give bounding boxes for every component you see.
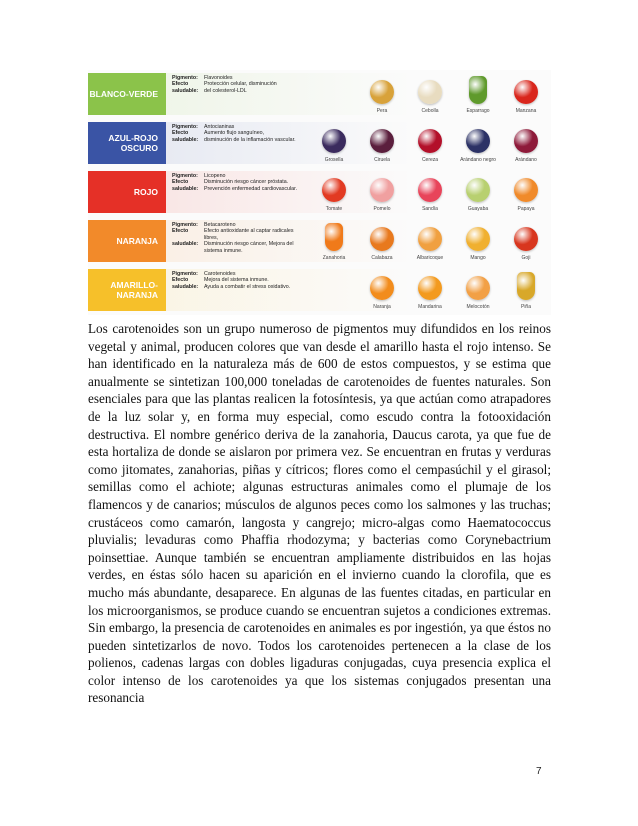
healthy-key: saludable: — [172, 136, 199, 143]
guava-icon — [466, 178, 490, 202]
effect-key: Efecto — [172, 228, 189, 235]
effect-line1: Efecto antioxidante al captar radicales libres, — [204, 228, 294, 241]
fruit-name: Goji — [521, 255, 531, 261]
pear-icon — [370, 80, 394, 104]
pineapple-icon — [517, 272, 535, 300]
fruit-item — [454, 220, 502, 261]
pumpkin-icon — [370, 227, 394, 251]
fruit-name: Esparrago — [466, 108, 490, 114]
fruit-item — [502, 171, 550, 212]
fruit-item — [502, 73, 550, 114]
effect-line2: disminución de la inflamación vascular. — [204, 136, 296, 143]
fruit-row — [310, 73, 550, 115]
pigment-key: Pigmento: — [172, 173, 198, 179]
page-number: 7 — [536, 766, 542, 777]
fruit-item — [454, 269, 502, 310]
fruit-item — [406, 171, 454, 212]
band-azul-rojo-oscuro — [88, 122, 551, 164]
currant-icon — [322, 129, 346, 153]
plum-icon — [370, 129, 394, 153]
fruit-name: Zanahoria — [322, 255, 346, 261]
onion-icon — [418, 80, 442, 104]
mango-icon — [466, 227, 490, 251]
fruit-name: Albaricoque — [416, 255, 444, 261]
band-info — [172, 222, 302, 254]
apple-icon — [514, 80, 538, 104]
fruit-name: Arándano negro — [460, 157, 496, 163]
fruit-row — [310, 269, 550, 311]
effect-line2: Ayuda a combatir el stress oxidativo. — [204, 283, 291, 290]
effect-line1: Disminución riesgo cáncer próstata. — [204, 179, 289, 186]
fruit-item — [502, 122, 550, 163]
band-amarillo-naranja — [88, 269, 551, 311]
fruit-item — [406, 269, 454, 310]
fruit-item — [358, 269, 406, 310]
fruit-item — [310, 171, 358, 212]
pigment-value: Licopeno — [204, 173, 226, 179]
effect-line2: del colesterol-LDL — [204, 87, 247, 94]
fruit-item — [502, 220, 550, 261]
orange-icon — [370, 276, 394, 300]
fruit-name: Mango — [470, 255, 486, 261]
fruit-item — [406, 122, 454, 163]
fruit-name: Papaya — [517, 206, 535, 212]
fruit-name: Manzana — [515, 108, 537, 114]
fruit-name: Cereza — [421, 157, 439, 163]
watermelon-icon — [418, 178, 442, 202]
band-info — [172, 124, 302, 143]
effect-key: Efecto — [172, 81, 189, 88]
fruit-name: Mandarina — [418, 304, 442, 310]
fruit-name: Guayaba — [467, 206, 489, 212]
fruit-row — [310, 122, 550, 164]
fruit-name: Cebolla — [421, 108, 439, 114]
fruit-row — [310, 171, 550, 213]
healthy-key: saludable: — [172, 241, 199, 248]
goji-icon — [514, 227, 538, 251]
effect-key: Efecto — [172, 277, 189, 284]
fruit-item — [358, 122, 406, 163]
fruit-item — [502, 269, 550, 310]
pigment-value: Antocianinas — [204, 124, 235, 130]
asparagus-icon — [469, 76, 487, 104]
fruit-item — [358, 220, 406, 261]
band-label: AMARILLO-NARANJA — [88, 269, 166, 311]
fruit-name: Naranja — [373, 304, 391, 310]
pigment-key: Pigmento: — [172, 271, 198, 277]
pigment-key: Pigmento: — [172, 222, 198, 228]
body-paragraph: Los carotenoides son un grupo numeroso de pigmentos muy difundidos en los reinos vegetal y animal, producen colores que van desde el amarillo hasta el rojo intenso. Se han identificado en la naturaleza más de 600 de estos compuestos, y se estima que anualmente se sintetizan 100,000 toneladas de carotenoides de fuentes naturales. Son esenciales para que las plantas realicen la fotosíntesis, ya que actúan como atrapadores de la luz solar y, en forma muy especial, como escudo contra la fotooxidación destructiva. El nombre genérico deriva de la zanahoria, Daucus carota, ya que fue de esta hortaliza de donde se aislaron por primera vez. Se encuentran en frutas y verduras como jitomates, zanahorias, piñas y cítricos; flores como el cempasúchil y el girasol; semillas como el achiote; algunas estructuras animales como el plumaje de los flamencos y de canarios; músculos de algunos peces como los salmones y las truchas; crustáceos como camarón, langosta y cangrejo; micro-algas como Haematococcus pluvialis; levaduras como Phaffia rhodozyma; y bacterias como Corynebactrium poinsettiae. Aunque también se encuentran ampliamente distribuidos en las hojas verdes, en éstas sólo hacen su aparición en el invierno cuando la clorofila, que es mucho más abundante, desaparece. En algunas de las fuentes citadas, en particular en los microorganismos, se produce cuando se encuentran sujetos a condiciones extremas. Sin embargo, la presencia de carotenoides en animales es por ingestión, ya que éstos no pueden sintetizarlos de novo. Todos los carotenoides pertenecen a la clase de los polienos, cadenas largas con dobles ligaduras conjugadas, cuya presencia explica el color intenso de los carotenoides ya que los sistemas conjugados presentan una resonancia — [88, 321, 551, 706]
fruit-row — [310, 220, 550, 262]
peach-icon — [466, 276, 490, 300]
pigment-value: Flavonoides — [204, 75, 233, 81]
pigment-key: Pigmento: — [172, 124, 198, 130]
papaya-icon — [514, 178, 538, 202]
band-info — [172, 173, 302, 192]
healthy-key: saludable: — [172, 283, 199, 290]
band-naranja — [88, 220, 551, 262]
band-label: ROJO — [88, 171, 166, 213]
cranberry-icon — [514, 129, 538, 153]
band-label: BLANCO-VERDE — [88, 73, 166, 115]
effect-line2: Disminución riesgo cáncer, Mejora del sistema inmune. — [204, 241, 294, 254]
pigment-key: Pigmento: — [172, 75, 198, 81]
fruit-name: Calabaza — [371, 255, 393, 261]
fruit-item — [358, 73, 406, 114]
effect-key: Efecto — [172, 130, 189, 137]
fruit-item — [406, 73, 454, 114]
band-label: NARANJA — [88, 220, 166, 262]
blueberry-icon — [466, 129, 490, 153]
effect-key: Efecto — [172, 179, 189, 186]
grapefruit-icon — [370, 178, 394, 202]
fruit-name: Sandía — [422, 206, 438, 212]
apricot-icon — [418, 227, 442, 251]
fruit-name: Piña — [520, 304, 531, 310]
pigment-value: Carotenoides — [204, 271, 236, 277]
fruit-item — [310, 122, 358, 163]
fruit-item — [454, 122, 502, 163]
fruit-name: Ciruela — [374, 157, 390, 163]
fruit-item — [358, 171, 406, 212]
healthy-key: saludable: — [172, 87, 199, 94]
fruit-name: Pomelo — [373, 206, 391, 212]
effect-line1: Aumento flujo sanguíneo, — [204, 130, 265, 137]
fruit-item — [454, 73, 502, 114]
pigment-value: Betacaroteno — [204, 222, 236, 228]
band-blanco-verde — [88, 73, 551, 115]
fruit-name: Arándano — [515, 157, 537, 163]
fruit-item — [310, 220, 358, 261]
band-rojo — [88, 171, 551, 213]
fruit-name: Pera — [376, 108, 388, 114]
effect-line2: Prevención enfermedad cardiovascular. — [204, 185, 298, 192]
fruit-name: Tomate — [325, 206, 343, 212]
band-label: AZUL-ROJO OSCURO — [88, 122, 166, 164]
effect-line1: Mejora del sistema inmune. — [204, 277, 269, 284]
tangerine-icon — [418, 276, 442, 300]
fruit-name: Melocotón — [466, 304, 490, 310]
fruit-item — [406, 220, 454, 261]
healthy-key: saludable: — [172, 185, 199, 192]
band-info — [172, 75, 302, 94]
carotenoid-infographic — [88, 70, 551, 315]
fruit-name: Grosella — [324, 157, 344, 163]
cherry-icon — [418, 129, 442, 153]
band-info — [172, 271, 302, 290]
effect-line1: Protección celular, disminución — [204, 81, 277, 88]
tomato-icon — [322, 178, 346, 202]
carrot-icon — [325, 223, 343, 251]
fruit-item — [454, 171, 502, 212]
